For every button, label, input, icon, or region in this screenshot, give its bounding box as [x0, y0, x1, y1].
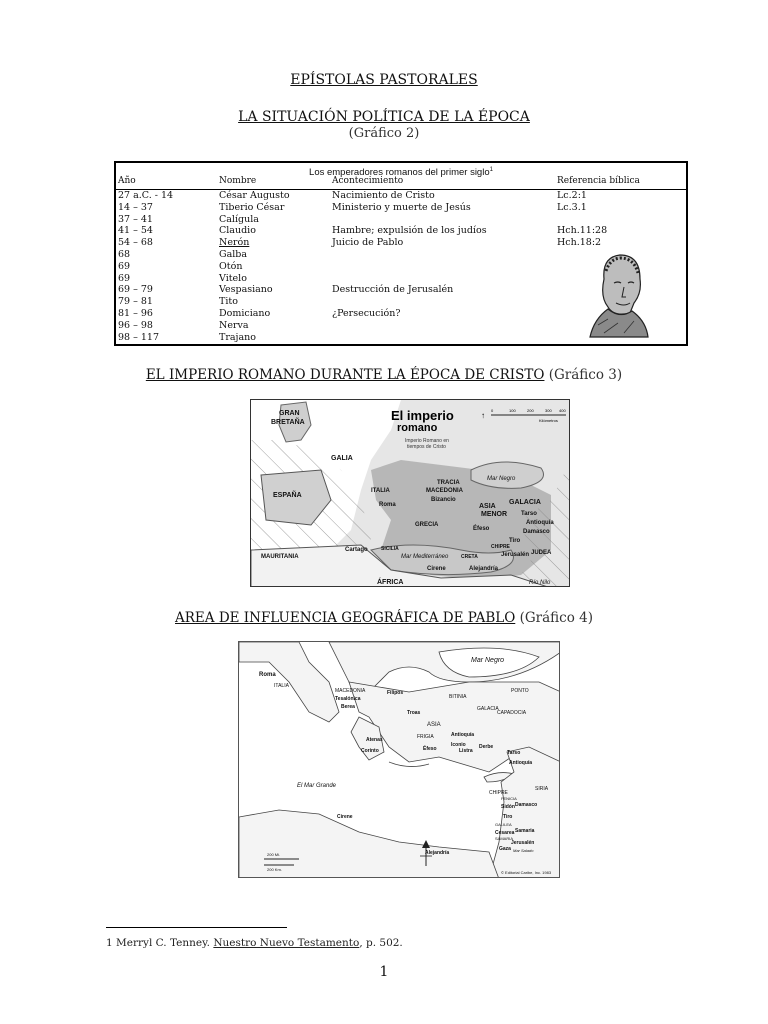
map-place-label: CRETA [461, 554, 478, 560]
table-row [116, 225, 686, 237]
cell-event: Juicio de Pablo [332, 237, 404, 249]
map-place-label: Mar Mediterráneo [401, 554, 449, 560]
map-place-label: Cirene [337, 814, 353, 820]
map-place-label: Mar Negro [471, 657, 505, 664]
map-place-label: Mar Salado [513, 848, 534, 853]
map-place-label: PONTO [511, 688, 529, 694]
table-caption-text: Los emperadores romanos del primer siglo [309, 167, 490, 179]
cell-reference: Hch.11:28 [557, 225, 608, 237]
map-place-label: MENOR [481, 511, 508, 518]
scale-tick: 300 [545, 408, 552, 413]
map-place-label: Alejandría [469, 566, 499, 572]
scale-tick: 0 [491, 408, 494, 413]
section-empire-subtitle: (Gráfico 3) [548, 367, 623, 383]
map-place-label: Damasco [523, 529, 550, 535]
cell-name: Nerva [219, 319, 249, 331]
map-place-label: Río Nilo [529, 580, 551, 586]
map-place-label: Damasco [515, 802, 538, 808]
cell-event: ¿Persecución? [332, 307, 401, 319]
map-place-label: 200 Mi. [267, 852, 281, 857]
map-place-label: Roma [259, 672, 276, 678]
emperor-bust-illustration [584, 249, 652, 341]
map-place-label: ITALIA [274, 683, 289, 689]
map-place-label: GRAN [279, 410, 300, 417]
map-place-label: Iconio [451, 742, 466, 748]
map-title-line2: romano [397, 422, 438, 434]
section-paul-heading [0, 610, 768, 626]
scale-tick: 100 [509, 408, 516, 413]
footnote-rule [106, 927, 287, 928]
cell-year: 81 – 96 [118, 307, 153, 319]
cell-name: César Augusto [219, 190, 290, 201]
map-place-label: BRETAÑA [271, 419, 305, 426]
map-place-label: Antioquía [526, 520, 554, 526]
map-place-label: FENICIA [501, 796, 517, 801]
map-place-label: Atenas [366, 737, 383, 743]
map-place-label: Gaza [499, 846, 511, 852]
section-empire-heading [0, 367, 768, 383]
table-row [116, 190, 686, 202]
cell-name: Tiberio César [219, 201, 285, 213]
map-place-label: ÁFRICA [377, 579, 404, 586]
map-place-label: Listra [459, 748, 473, 754]
page-number: 1 [379, 964, 389, 980]
map-place-label: SIRIA [535, 786, 549, 792]
map-place-label: ESPAÑA [273, 492, 302, 499]
cell-name: Calígula [219, 213, 259, 225]
cell-name: Vespasiano [219, 284, 273, 296]
table-row [116, 237, 686, 249]
map-place-label: CHIPRE [489, 790, 508, 796]
cell-name: Tito [219, 296, 238, 308]
map-place-label: Roma [379, 502, 396, 508]
map-place-label: FRIGIA [417, 734, 434, 740]
footnote-ref: 1 [489, 167, 493, 173]
map-place-label: Éfeso [423, 746, 437, 752]
emperors-table [114, 161, 688, 346]
map-place-label: Bizancio [431, 497, 456, 503]
header-reference: Referencia bíblica [557, 176, 640, 186]
map-place-label: Jerusalén [501, 552, 530, 558]
north-arrow-icon: ↑ [481, 411, 485, 420]
header-event: Acontecimiento [332, 176, 404, 186]
section-political-subtitle: (Gráfico 2) [348, 126, 420, 141]
map-place-label: Cirene [427, 566, 446, 572]
cell-name: Claudio [219, 225, 256, 237]
map-place-label: Antioquía [509, 760, 533, 766]
map-place-label: Derbe [479, 744, 494, 750]
map-place-label: MACEDONIA [426, 488, 463, 494]
map-place-label: Berea [341, 704, 355, 710]
cell-reference: Lc.2:1 [557, 190, 587, 201]
cell-year: 79 – 81 [118, 296, 153, 308]
roman-empire-map [250, 399, 570, 587]
cell-year: 14 – 37 [118, 201, 153, 213]
map-place-label: Tarso [507, 750, 521, 756]
section-political-title: LA SITUACIÓN POLÍTICA DE LA ÉPOCA [238, 109, 530, 125]
scale-unit: Kilómetros [539, 418, 558, 423]
map-place-label: GRECIA [415, 522, 439, 528]
map-legend-line2: tiempos de Cristo [407, 444, 446, 450]
section-paul-title: AREA DE INFLUENCIA GEOGRÁFICA DE PABLO [175, 610, 516, 626]
cell-event: Ministerio y muerte de Jesús [332, 201, 471, 213]
map-place-label: TRACIA [437, 480, 460, 486]
map-place-label: GALACIA [509, 499, 541, 506]
map-place-label: CAPADOCIA [497, 710, 527, 716]
cell-year: 37 – 41 [118, 213, 153, 225]
map-place-label: CHIPRE [491, 544, 510, 550]
map-place-label: © Editorial Caribe, Inc. 1983 [501, 870, 552, 875]
map-place-label: BITINIA [449, 694, 467, 700]
map-legend-line1: Imperio Romano en [405, 438, 449, 444]
map-place-label: ITALIA [371, 488, 390, 494]
map-place-label: ASIA [479, 503, 496, 510]
map-place-label: ASIA [427, 722, 441, 728]
scale-tick: 200 [527, 408, 534, 413]
section-paul-subtitle: (Gráfico 4) [519, 610, 593, 626]
map-place-label: Tesalónica [335, 696, 361, 702]
cell-year: 41 – 54 [118, 225, 153, 237]
document-title: EPÍSTOLAS PASTORALES [290, 72, 478, 88]
cell-event: Hambre; expulsión de los judíos [332, 225, 487, 237]
map-place-label: SAMARIA [495, 836, 514, 841]
map-place-label: Antioquía [451, 732, 475, 738]
cell-name: Otón [219, 260, 243, 272]
map-title-line1: El imperio [391, 408, 454, 423]
cell-year: 69 [118, 272, 131, 284]
map-place-label: Samaria [515, 828, 535, 834]
map-place-label: Jerusalén [511, 840, 535, 846]
table-row [116, 214, 686, 226]
map-place-label: Filipos [387, 690, 404, 696]
map-place-label: Cesarea [495, 830, 515, 836]
cell-name: Nerón [219, 237, 250, 249]
map-place-label: Éfeso [473, 526, 490, 532]
cell-name: Trajano [219, 331, 256, 343]
cell-reference: Lc.3.1 [557, 201, 587, 213]
cell-year: 68 [118, 248, 131, 260]
cell-year: 27 a.C. - 14 [118, 190, 174, 201]
paul-influence-map [238, 641, 560, 878]
cell-year: 98 – 117 [118, 331, 160, 343]
header-year: Año [118, 176, 136, 186]
map-place-label: JUDEA [531, 550, 552, 556]
section-empire-title: EL IMPERIO ROMANO DURANTE LA ÉPOCA DE CRISTO [145, 367, 545, 383]
footnote-book: Nuestro Nuevo Testamento [213, 937, 360, 949]
map-place-label: Tiro [503, 814, 513, 820]
table-row [116, 202, 686, 214]
map-place-label: GALIA [331, 455, 353, 462]
map-place-label: MAURITANIA [261, 554, 299, 560]
cell-event: Nacimiento de Cristo [332, 190, 435, 201]
cell-name: Vitelo [219, 272, 247, 284]
map-place-label: GALACIA [477, 706, 499, 712]
map-place-label: GALILEA [495, 822, 512, 827]
map-place-label: Mar Negro [487, 476, 516, 482]
cell-year: 54 – 68 [118, 237, 153, 249]
footnote-suffix: , p. 502. [359, 937, 403, 949]
map-place-label: 200 Km. [267, 867, 282, 872]
map-place-label: MACEDONIA [335, 688, 366, 694]
map-place-label: Sidón [501, 804, 515, 810]
map-place-label: SICILIA [381, 546, 399, 552]
footnote-prefix: 1 Merryl C. Tenney. [106, 937, 211, 949]
map-place-label: Alejandría [425, 850, 450, 856]
scale-tick: 400 [559, 408, 566, 413]
cell-reference: Hch.18:2 [557, 237, 602, 249]
cell-event: Destrucción de Jerusalén [332, 284, 454, 296]
map-place-label: El Mar Grande [297, 783, 337, 789]
map-place-label: Tarso [521, 511, 537, 517]
footnote [106, 937, 403, 949]
map-place-label: Troas [407, 710, 421, 716]
cell-year: 69 – 79 [118, 284, 153, 296]
cell-year: 69 [118, 260, 131, 272]
map-place-label: Cartago [345, 547, 368, 553]
map-place-label: Tiro [509, 538, 521, 544]
cell-name: Domiciano [219, 307, 271, 319]
map-place-label: Corinto [361, 748, 379, 754]
cell-name: Galba [219, 248, 248, 260]
header-name: Nombre [219, 176, 257, 186]
cell-year: 96 – 98 [118, 319, 153, 331]
